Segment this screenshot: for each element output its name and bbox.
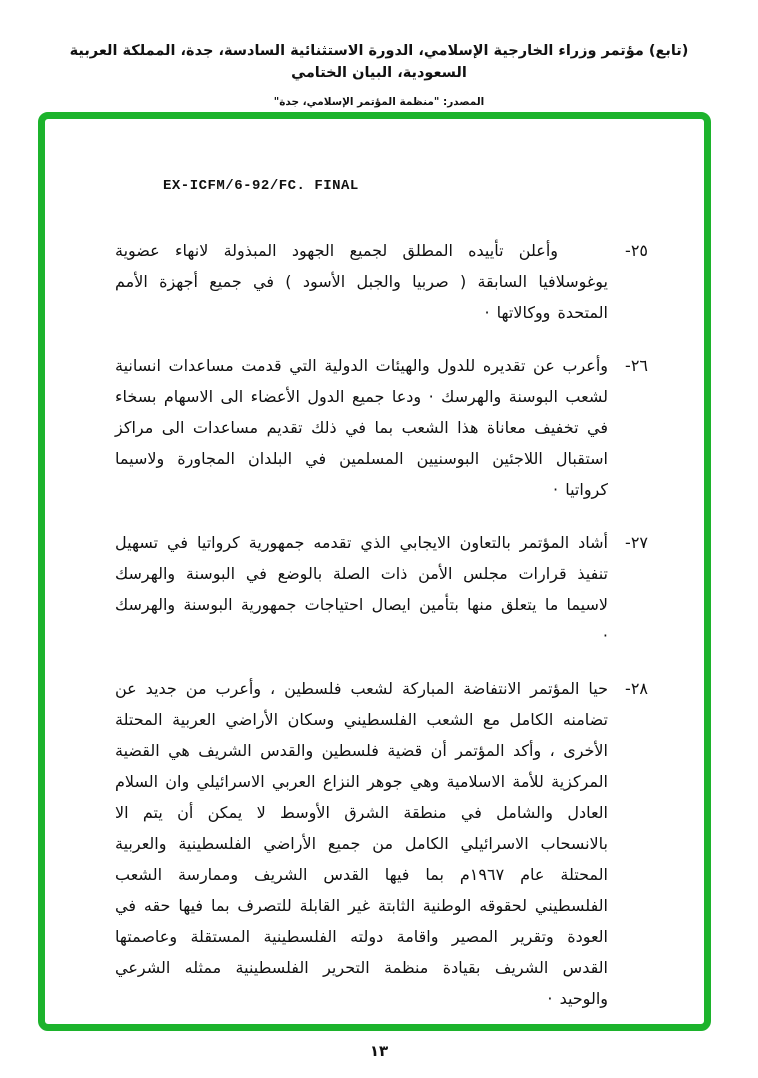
content-frame (38, 112, 711, 1031)
paragraph (115, 673, 648, 1014)
page-number: ١٣ (369, 1042, 389, 1060)
header-source: المصدر: "منظمة المؤتمر الإسلامي، جدة" (273, 96, 485, 108)
paragraph (115, 235, 648, 328)
document-header (0, 40, 758, 108)
paragraph-text: وأعرب عن تقديره للدول والهيئات الدولية التي قدمت مساعدات انسانية لشعب البوسنة والهرسك · ودعا جميع الدول الأعضاء الى الاسهام بسخاء في تخفيف معاناة هذا الشعب بما في ذلك تقديم مساعدات الى مراكز استقبال اللاجئين البوسنيين المسلمين في البلدان المجاورة ولاسيما كرواتيا · (115, 356, 608, 499)
header-title: (تابع) مؤتمر وزراء الخارجية الإسلامي، الدورة الاستثنائية السادسة، جدة، المملكة العربية السعودية، البيان الختامي (69, 43, 689, 81)
paragraph-number: ٢٨- (625, 679, 648, 698)
paragraph (115, 527, 648, 651)
paragraph-number: ٢٦- (625, 356, 648, 375)
paragraph-list (115, 235, 648, 1014)
paragraph (115, 350, 648, 505)
paragraph-text: وأعلن تأييده المطلق لجميع الجهود المبذولة لانهاء عضوية يوغوسلافيا السابقة ( صربيا والجبل الأسود ) في جميع أجهزة الأمم المتحدة ووكالاتها · (115, 241, 608, 322)
paragraph-number: ٢٥- (625, 241, 648, 260)
document-reference: EX-ICFM/6-92/FC. FINAL (163, 178, 359, 194)
paragraph-text: أشاد المؤتمر بالتعاون الايجابي الذي تقدمه جمهورية كرواتيا في تسهيل تنفيذ قرارات مجلس الأمن ذات الصلة بالوضع في البوسنة والهرسك لاسيما ما يتعلق منها بتأمين ايصال احتياجات جمهورية البوسنة والهرسك · (115, 533, 608, 645)
paragraph-text: حيا المؤتمر الانتفاضة المباركة لشعب فلسطين ، وأعرب من جديد عن تضامنه الكامل مع الشعب الفلسطيني وسكان الأراضي العربية المحتلة الأخرى ، وأكد المؤتمر أن قضية فلسطين والقدس الشريف هي القضية المركزية للأمة الاسلامية وهي جوهر النزاع العربي الاسرائيلي وان السلام العادل والشامل في منطقة الشرق الأوسط لا يمكن أن يتم الا بالانسحاب الاسرائيلي الكامل من جميع الأراضي الفلسطينية والعربية المحتلة عام ١٩٦٧م بما فيها القدس الشريف وممارسة الشعب الفلسطيني لحقوقه الوطنية الثابتة غير القابلة للتصرف بما فيها حقه في العودة وتقرير المصير واقامة دولته الفلسطينية المستقلة وعاصمتها القدس الشريف بقيادة منظمة التحرير الفلسطينية ممثله الشرعي والوحيد · (115, 679, 608, 1008)
paragraph-number: ٢٧- (625, 533, 648, 552)
